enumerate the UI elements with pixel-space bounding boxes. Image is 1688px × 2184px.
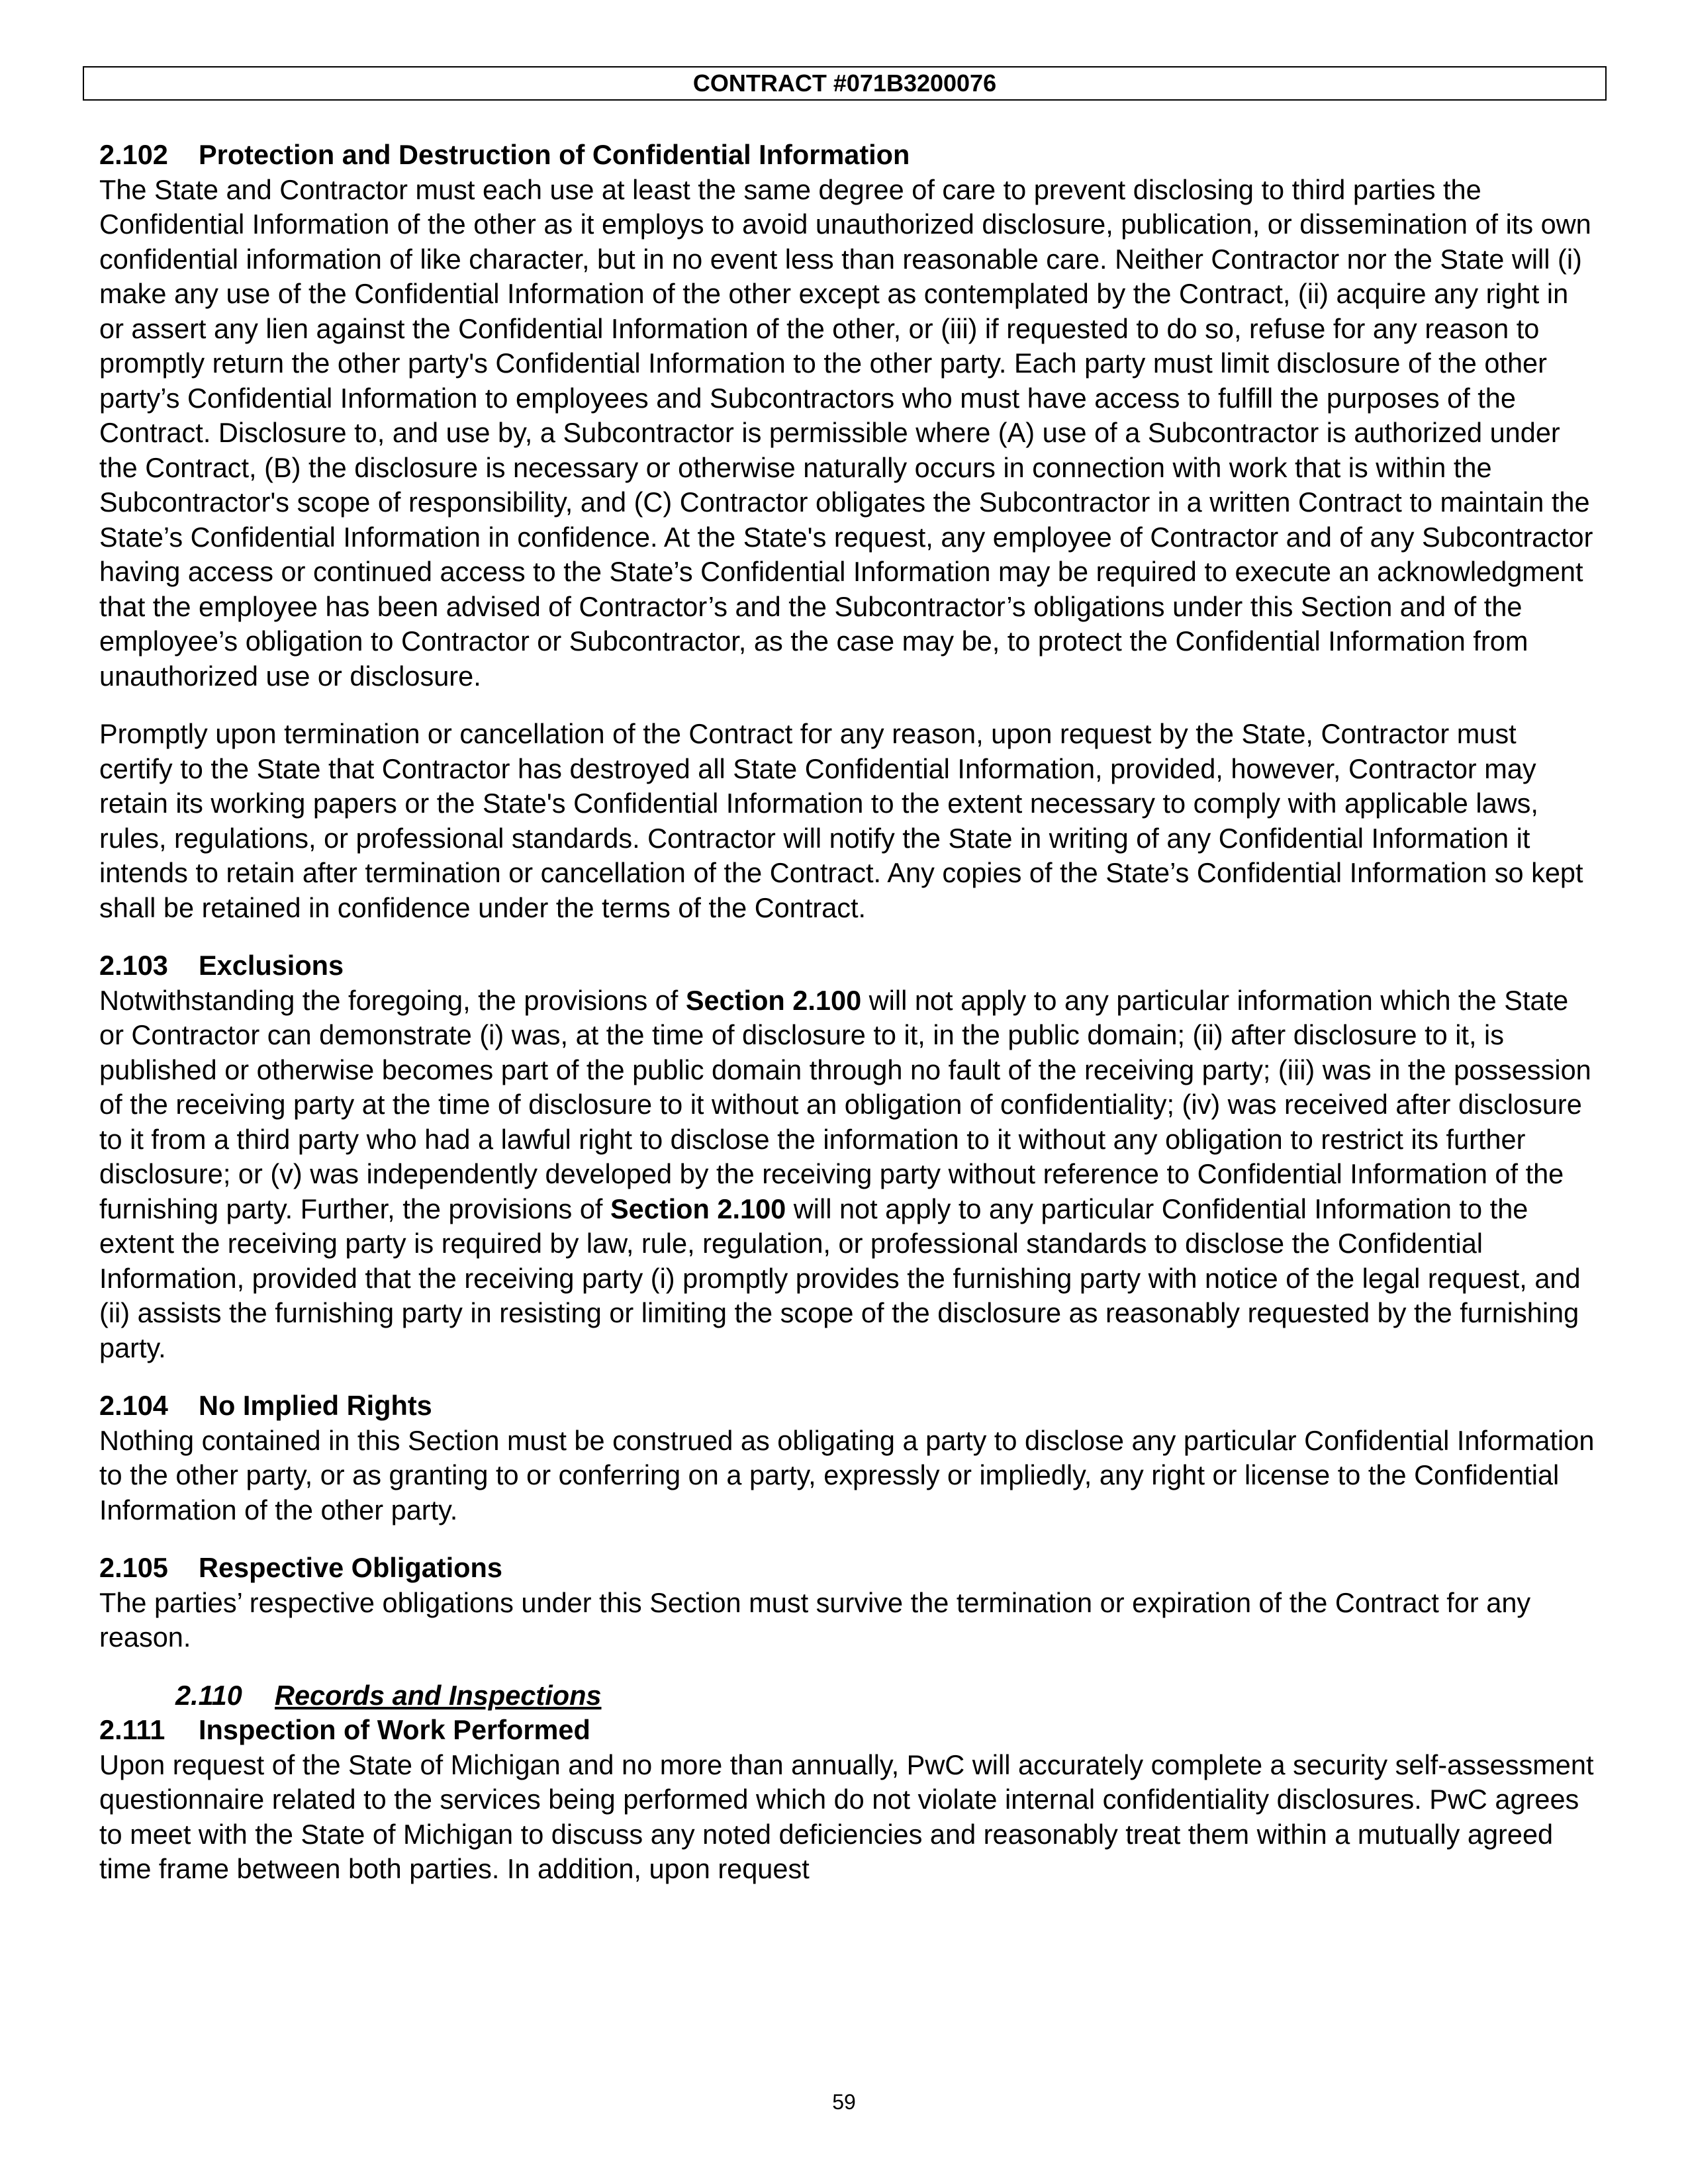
contract-header	[83, 66, 1607, 101]
section-heading	[99, 1713, 1595, 1748]
section-reference: Section 2.100	[685, 984, 862, 1016]
document-body	[99, 138, 1595, 1910]
section-2-104	[99, 1388, 1595, 1527]
section-number: 2.103	[99, 950, 168, 981]
section-paragraph: Nothing contained in this Section must be construed as obligating a party to disclose any particular Confidential Information to the other party, or as granting to or conferring on a party, expressly or impliedly, any right or license to the Confidential Information of the other party.	[99, 1424, 1595, 1525]
page-number: 59	[832, 2090, 856, 2114]
section-2-102	[99, 138, 1595, 925]
text-run: Notwithstanding the foregoing, the provisions of	[99, 984, 686, 1016]
section-heading	[99, 1388, 1595, 1424]
subsection-heading-2-110	[99, 1678, 1595, 1713]
section-2-103	[99, 948, 1595, 1365]
section-reference: Section 2.100	[610, 1193, 786, 1224]
section-title: Protection and Destruction of Confidential Information	[199, 139, 910, 170]
text-run: will not apply to any particular information which the State or Contractor can demonstrate (i) was, at the time of disclosure to it, in the public domain; (ii) after disclosure to it, is published or otherwise becomes part of the public domain through no fault of the receiving party; (iii) was in the possession of the receiving party at the time of disclosure to it without an obligation of confidentiality; (iv) was received after disclosure to it from a third party who had a lawful right to disclose the information to it without any obligation to restrict its further disclosure; or (v) was independently developed by the receiving party without reference to Confidential Information of the furnishing party. Further, the provisions of	[99, 984, 1591, 1224]
section-number: 2.104	[99, 1390, 168, 1421]
section-heading	[99, 1551, 1595, 1586]
section-heading	[99, 138, 1595, 173]
section-2-105	[99, 1551, 1595, 1655]
section-paragraph: Upon request of the State of Michigan and no more than annually, PwC will accurately complete a security self-assessment questionnaire related to the services being performed which do not violate internal confidentiality disclosures. PwC agrees to meet with the State of Michigan to discuss any noted deficiencies and reasonably treat them within a mutually agreed time frame between both parties. In addition, upon request	[99, 1749, 1594, 1884]
section-number: 2.110	[175, 1679, 242, 1711]
section-2-111	[99, 1713, 1595, 1887]
section-number: 2.111	[99, 1714, 165, 1745]
section-title: No Implied Rights	[199, 1390, 432, 1421]
text-run: will not apply to any particular Confidential Information to the extent the receiving party is required by law, rule, regulation, or professional standards to disclose the Confidential Information, provided that the receiving party (i) promptly provides the furnishing party with notice of the legal request, and (ii) assists the furnishing party in resisting or limiting the scope of the disclosure as reasonably requested by the furnishing party.	[99, 1193, 1581, 1363]
section-number: 2.102	[99, 139, 168, 170]
contract-number: CONTRACT #071B3200076	[692, 69, 997, 97]
section-title: Respective Obligations	[199, 1552, 502, 1583]
section-heading	[99, 948, 1595, 983]
section-paragraph: Promptly upon termination or cancellation of the Contract for any reason, upon request by the State, Contractor must certify to the State that Contractor has destroyed all State Confidential Information, provided, however, Contractor may retain its working papers or the State's Confidential Information to the extent necessary to comply with applicable laws, rules, regulations, or professional standards. Contractor will notify the State in writing of any Confidential Information it intends to retain after termination or cancellation of the Contract. Any copies of the State’s Confidential Information so kept shall be retained in confidence under the terms of the Contract.	[99, 718, 1583, 923]
section-paragraph	[99, 983, 1595, 1366]
section-number: 2.105	[99, 1552, 168, 1583]
section-title: Records and Inspections	[275, 1679, 602, 1711]
section-paragraph: The parties’ respective obligations under this Section must survive the termination or expiration of the Contract for any reason.	[99, 1586, 1531, 1653]
section-title: Exclusions	[199, 950, 344, 981]
section-title: Inspection of Work Performed	[199, 1714, 590, 1745]
section-paragraph: The State and Contractor must each use at least the same degree of care to prevent disclosing to third parties the Confidential Information of the other as it employs to avoid unauthorized disclosure, publication, or dissemination of its own confidential information of like character, but in no event less than reasonable care. Neither Contractor nor the State will (i) make any use of the Confidential Information of the other except as contemplated by the Contract, (ii) acquire any right in or assert any lien against the Confidential Information of the other, or (iii) if requested to do so, refuse for any reason to promptly return the other party's Confidential Information to the other party. Each party must limit disclosure of the other party’s Confidential Information to employees and Subcontractors who must have access to fulfill the purposes of the Contract. Disclosure to, and use by, a Subcontractor is permissible where (A) use of a Subcontractor is authorized under the Contract, (B) the disclosure is necessary or otherwise naturally occurs in connection with work that is within the Subcontractor's scope of responsibility, and (C) Contractor obligates the Subcontractor in a written Contract to maintain the State’s Confidential Information in confidence. At the State's request, any employee of Contractor and of any Subcontractor having access or continued access to the State’s Confidential Information may be required to execute an acknowledgment that the employee has been advised of Contractor’s and the Subcontractor’s obligations under this Section and of the employee’s obligation to Contractor or Subcontractor, as the case may be, to protect the Confidential Information from unauthorized use or disclosure.	[99, 173, 1593, 692]
